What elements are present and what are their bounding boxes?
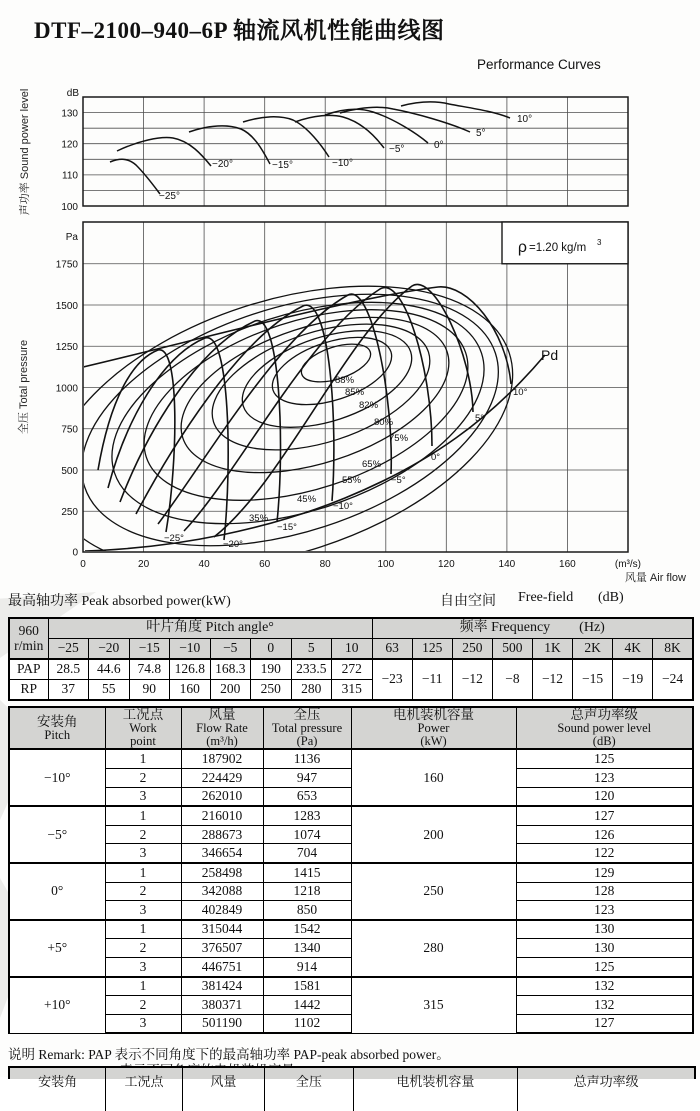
- col-header-cn: 电机装机容量: [393, 707, 474, 722]
- workpoint-cell: 3: [105, 787, 181, 806]
- flow-cell: 258498: [181, 863, 263, 882]
- power-cell: 315: [351, 977, 516, 1034]
- speed-unit: r/min: [14, 637, 44, 653]
- freq-header: 63: [372, 639, 412, 660]
- partial-col-power: 电机装机容量: [354, 1068, 519, 1111]
- pressure-chart: [16, 222, 686, 621]
- col-header-en: Work: [129, 721, 157, 736]
- pressure-ytick: 1500: [55, 300, 78, 312]
- pressure-cell: 1074: [263, 825, 351, 844]
- sound-cell: 132: [516, 996, 693, 1015]
- col-header-power: [351, 707, 516, 749]
- flow-cell: 402849: [181, 901, 263, 920]
- pitch-label-10: 10°: [513, 387, 528, 398]
- sound-cell: 123: [516, 769, 693, 788]
- workpoint-cell: 3: [105, 844, 181, 863]
- freq-header: 500: [492, 639, 532, 660]
- freq-value: −8: [492, 659, 532, 700]
- power-frequency-table: [8, 617, 694, 701]
- flow-cell: 446751: [181, 957, 263, 976]
- table-row: [9, 749, 693, 768]
- eff-label-80: 80%: [374, 417, 394, 428]
- sound-label-0: 0°: [434, 140, 444, 151]
- flow-cell: 262010: [181, 787, 263, 806]
- flow-xtick: 140: [498, 559, 516, 570]
- pressure-cell: 1581: [263, 977, 351, 996]
- pressure-cell: 704: [263, 844, 351, 863]
- flow-cell: 346654: [181, 844, 263, 863]
- sound-cell: 127: [516, 1014, 693, 1033]
- freq-value: −12: [452, 659, 492, 700]
- frequency-header-unit: (Hz): [579, 620, 605, 636]
- col-header-cn: 全压: [293, 707, 321, 722]
- rp-value: 200: [210, 680, 251, 701]
- flow-xtick: 20: [138, 559, 150, 570]
- pressure-cell: 914: [263, 957, 351, 976]
- flow-cell: 501190: [181, 1014, 263, 1033]
- sound-y-axis-label: 声功率 Sound power level: [19, 88, 31, 216]
- freq-header: 125: [412, 639, 452, 660]
- col-header-pitch: [9, 707, 105, 749]
- rp-value: 250: [251, 680, 292, 701]
- sound-cell: 123: [516, 901, 693, 920]
- eff-label-55: 55%: [342, 475, 362, 486]
- sound-ytick: 110: [62, 170, 78, 182]
- charts-canvas: [0, 85, 700, 585]
- rp-value: 37: [48, 680, 89, 701]
- pressure-ytick: 1250: [55, 342, 78, 354]
- speed-value: 960: [18, 623, 39, 639]
- sound-ytick: 120: [61, 139, 78, 151]
- table-header-row: [9, 707, 693, 749]
- sound-label-minus15: −15°: [272, 160, 293, 171]
- free-field-caption-unit: (dB): [598, 590, 624, 605]
- sound-ytick: 130: [61, 108, 78, 120]
- freq-header: 8K: [653, 639, 693, 660]
- efficiency-contours: [16, 233, 548, 620]
- rp-value: 315: [332, 680, 373, 701]
- workpoint-cell: 1: [105, 920, 181, 939]
- eff-label-45: 45%: [297, 494, 317, 505]
- table-row: [9, 806, 693, 825]
- partial-col-pitch: 安装角: [10, 1068, 106, 1111]
- angle-header: 5: [291, 639, 332, 660]
- workpoint-cell: 2: [105, 996, 181, 1015]
- workpoint-cell: 3: [105, 957, 181, 976]
- col-header-workpoint: [105, 707, 181, 749]
- pressure-cell: 1218: [263, 882, 351, 901]
- angle-header: −25: [48, 639, 89, 660]
- freq-value: −23: [372, 659, 412, 700]
- sound-label-minus25: −25°: [159, 191, 180, 202]
- workpoint-cell: 1: [105, 863, 181, 882]
- flow-cell: 187902: [181, 749, 263, 768]
- sound-cell: 126: [516, 825, 693, 844]
- pap-value: 168.3: [210, 659, 251, 680]
- pressure-y-axis-label: 全压 Total pressure: [18, 339, 30, 435]
- col-header-pressure: [263, 707, 351, 749]
- contour-45: [50, 247, 530, 594]
- sound-chart-frame: [83, 97, 628, 206]
- workpoint-cell: 1: [105, 806, 181, 825]
- sound-label-minus20: −20°: [212, 159, 233, 170]
- power-cell: 280: [351, 920, 516, 977]
- col-header-en: Pitch: [44, 727, 71, 742]
- sound-cell: 122: [516, 844, 693, 863]
- peak-power-caption: 最高轴功率 Peak absorbed power(kW): [8, 594, 231, 609]
- pitch-label-5: 5°: [475, 413, 485, 424]
- pap-value: 190: [251, 659, 292, 680]
- frequency-header-label: 频率 Frequency: [459, 620, 551, 636]
- freq-value: −11: [412, 659, 452, 700]
- freq-value: −15: [573, 659, 613, 700]
- sound-label-minus10: −10°: [332, 158, 353, 169]
- frequency-header: [372, 618, 693, 639]
- pressure-ytick: 500: [61, 465, 78, 477]
- eff-label-65: 65%: [362, 459, 382, 470]
- sound-cell: 127: [516, 806, 693, 825]
- pap-value: 272: [332, 659, 373, 680]
- angle-header: −5: [210, 639, 251, 660]
- freq-value: −12: [532, 659, 572, 700]
- sound-cell: 125: [516, 749, 693, 768]
- pd-label: Pd: [541, 347, 559, 363]
- pitch-label-minus20: −20°: [223, 539, 243, 550]
- sound-chart-grid: [83, 97, 628, 206]
- partial-col-flow: 风量: [183, 1068, 265, 1111]
- flow-xtick: 80: [319, 559, 331, 570]
- pitch-label-0: 0°: [431, 452, 441, 463]
- rho-value: =1.20 kg/m: [529, 242, 587, 254]
- freq-header: 2K: [573, 639, 613, 660]
- flow-xtick: 40: [198, 559, 210, 570]
- sound-ytick: 100: [61, 201, 78, 213]
- free-field-caption-en: Free-field: [518, 590, 574, 605]
- col-header-en: Sound power level: [557, 721, 652, 736]
- pitch-cell: 0°: [9, 863, 105, 920]
- freq-header: 250: [452, 639, 492, 660]
- table-row: [9, 920, 693, 939]
- angle-header: 10: [332, 639, 373, 660]
- pitch-cell: −5°: [9, 806, 105, 863]
- angle-header: −20: [89, 639, 130, 660]
- col-header-en2: (kW): [420, 734, 447, 749]
- workpoint-cell: 3: [105, 901, 181, 920]
- sound-cell: 129: [516, 863, 693, 882]
- col-header-cn: 风量: [208, 707, 236, 722]
- freq-header: 1K: [532, 639, 572, 660]
- flow-xtick: 0: [80, 559, 86, 570]
- sound-curve-minus25: [110, 159, 160, 194]
- pressure-ytick: 250: [61, 507, 78, 519]
- rho-superscript: 3: [597, 238, 602, 247]
- power-cell: 250: [351, 863, 516, 920]
- rp-value: 55: [89, 680, 130, 701]
- flow-cell: 315044: [181, 920, 263, 939]
- col-header-cn: 安装角: [37, 713, 78, 729]
- rho-symbol: ρ: [517, 239, 527, 256]
- workpoint-cell: 2: [105, 882, 181, 901]
- pressure-ytick: 0: [72, 547, 78, 559]
- angle-header: 0: [251, 639, 292, 660]
- rp-value: 160: [170, 680, 211, 701]
- sound-curves: [110, 102, 510, 194]
- sound-unit-label: dB: [66, 88, 79, 99]
- partial-col-pressure: 全压: [265, 1068, 353, 1111]
- flow-cell: 288673: [181, 825, 263, 844]
- rp-value: 280: [291, 680, 332, 701]
- power-cell: 200: [351, 806, 516, 863]
- pressure-curve-minus5: [158, 294, 391, 524]
- pitch-label-minus15: −15°: [277, 522, 297, 533]
- table-row: [9, 977, 693, 996]
- flow-xtick: 120: [437, 559, 455, 570]
- pressure-cell: 947: [263, 769, 351, 788]
- flow-cell: 216010: [181, 806, 263, 825]
- rp-label: RP: [9, 680, 48, 701]
- col-header-en2: (dB): [592, 734, 616, 749]
- power-cell: 160: [351, 749, 516, 806]
- workpoint-cell: 2: [105, 825, 181, 844]
- sound-label-minus5: −5°: [389, 144, 405, 155]
- sound-label-10: 10°: [517, 114, 533, 125]
- freq-value: −24: [653, 659, 693, 700]
- sound-cell: 130: [516, 939, 693, 958]
- flow-cell: 224429: [181, 769, 263, 788]
- pressure-cell: 1136: [263, 749, 351, 768]
- remark-line-1: 说明 Remark: PAP 表示不同角度下的最高轴功率 PAP-peak absorbed power。: [8, 1047, 450, 1062]
- flow-cell: 376507: [181, 939, 263, 958]
- pitch-label-minus10: −10°: [333, 501, 353, 512]
- workpoint-cell: 2: [105, 769, 181, 788]
- flow-xtick: 100: [377, 559, 395, 570]
- pap-value: 126.8: [170, 659, 211, 680]
- partial-col-workpoint: 工况点: [106, 1068, 182, 1111]
- eff-label-85: 85%: [345, 387, 365, 398]
- flow-xtick: 60: [259, 559, 271, 570]
- freq-value: −19: [613, 659, 653, 700]
- flow-xtick: 160: [559, 559, 576, 570]
- sound-curve-10: [401, 102, 510, 118]
- pitch-angle-header: 叶片角度 Pitch angle°: [48, 618, 372, 639]
- sound-cell: 125: [516, 957, 693, 976]
- eff-label-82: 82%: [359, 400, 379, 411]
- pressure-unit-label: Pa: [65, 232, 78, 243]
- pitch-cell: −10°: [9, 749, 105, 806]
- col-header-cn: 总声功率级: [570, 707, 638, 722]
- pap-value: 233.5: [291, 659, 332, 680]
- sound-label-5: 5°: [476, 128, 486, 139]
- flow-unit-label: (m³/s): [614, 559, 641, 570]
- pressure-cell: 1542: [263, 920, 351, 939]
- pitch-label-minus5: −5°: [391, 475, 406, 486]
- angle-header: −10: [170, 639, 211, 660]
- performance-curves-subtitle: Performance Curves: [477, 57, 601, 72]
- speed-cell: [9, 618, 48, 659]
- col-header-flow: [181, 707, 263, 749]
- pressure-cell: 1442: [263, 996, 351, 1015]
- rp-value: 90: [129, 680, 170, 701]
- page-title: DTF–2100–940–6P 轴流风机性能曲线图: [34, 18, 445, 43]
- col-header-en2: (m³/h): [206, 734, 238, 749]
- col-header-en: Flow Rate: [196, 721, 248, 736]
- flow-cell: 342088: [181, 882, 263, 901]
- workpoint-cell: 3: [105, 1014, 181, 1033]
- flow-cell: 380371: [181, 996, 263, 1015]
- pap-value: 74.8: [129, 659, 170, 680]
- pap-value: 44.6: [89, 659, 130, 680]
- sound-cell: 128: [516, 882, 693, 901]
- eff-label-75: 75%: [389, 433, 409, 444]
- pressure-cell: 850: [263, 901, 351, 920]
- pressure-cell: 1340: [263, 939, 351, 958]
- sound-curve-minus10: [243, 117, 329, 157]
- pressure-cell: 1283: [263, 806, 351, 825]
- sound-chart: [17, 88, 628, 215]
- pressure-ytick: 750: [61, 424, 78, 436]
- eff-label-88: 88%: [335, 375, 355, 386]
- pitch-label-minus25: −25°: [164, 533, 184, 544]
- pressure-cell: 1102: [263, 1014, 351, 1033]
- pressure-cell: 653: [263, 787, 351, 806]
- workpoint-cell: 1: [105, 749, 181, 768]
- workpoint-cell: 2: [105, 939, 181, 958]
- col-header-sound: [516, 707, 693, 749]
- eff-label-35: 35%: [249, 513, 269, 524]
- pressure-cell: 1415: [263, 863, 351, 882]
- col-header-en: Total pressure: [271, 721, 343, 736]
- col-header-en2: point: [130, 734, 156, 749]
- partial-col-sound: 总声功率级: [573, 1074, 639, 1089]
- freq-header: 4K: [613, 639, 653, 660]
- pressure-ytick: 1000: [55, 383, 78, 395]
- pressure-ytick: 1750: [55, 259, 78, 271]
- angle-header: −15: [129, 639, 170, 660]
- work-point-table: [8, 706, 694, 1034]
- pressure-curve-10: [83, 287, 511, 384]
- pitch-cell: +10°: [9, 977, 105, 1034]
- free-field-caption-cn: 自由空间: [440, 594, 496, 609]
- col-header-en: Power: [417, 721, 450, 736]
- flow-axis-label: 风量 Air flow: [624, 572, 686, 584]
- sound-cell: 130: [516, 920, 693, 939]
- workpoint-cell: 1: [105, 977, 181, 996]
- col-header-cn: 工况点: [122, 707, 164, 722]
- next-page-table-header-partial: [8, 1066, 696, 1089]
- sound-cell: 120: [516, 787, 693, 806]
- sound-cell: 132: [516, 977, 693, 996]
- pitch-cell: +5°: [9, 920, 105, 977]
- table-row: [9, 863, 693, 882]
- flow-cell: 381424: [181, 977, 263, 996]
- col-header-en2: (Pa): [296, 734, 318, 749]
- pap-label: PAP: [9, 659, 48, 680]
- pap-value: 28.5: [48, 659, 89, 680]
